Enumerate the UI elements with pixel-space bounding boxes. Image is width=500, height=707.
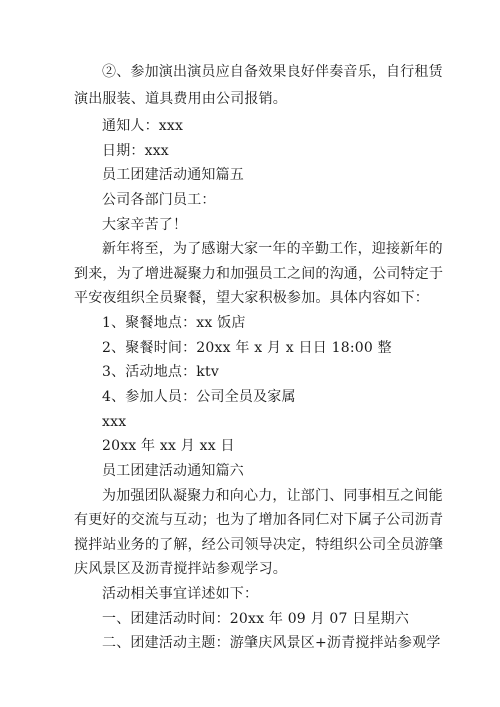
text-line: 公司各部门员工： [102, 192, 216, 208]
text-line: 庆风景区及沥青搅拌站参观学习。 [74, 561, 287, 577]
text-line: 平安夜组织全员聚餐，望大家积极参加。具体内容如下： [74, 290, 429, 306]
section-heading: 员工团建活动通知篇五 [102, 167, 244, 183]
text-line: 新年将至，为了感谢大家一年的辛勤工作，迎接新年的 [102, 241, 443, 257]
text-line: 到来，为了增进凝聚力和加强员工之间的沟通，公司特定于 [74, 266, 444, 282]
list-item: 4、参加人员：公司全员及家属 [102, 389, 296, 405]
text-line: 演出服装、道具费用由公司报销。 [74, 91, 287, 107]
section-heading: 员工团建活动通知篇六 [102, 463, 244, 479]
list-item: 2、聚餐时间：20xx 年 x 月 x 日日 18:00 整 [102, 340, 392, 356]
text-line: 搅拌站业务的了解，经公司领导决定，特组织公司全员游肇 [74, 537, 444, 553]
text-line: ②、参加演出演员应自备效果良好伴奏音乐，自行租赁 [102, 64, 443, 80]
text-line: 大家辛苦了！ [102, 217, 188, 233]
signature-name: xxx [102, 414, 127, 430]
text-line: 活动相关事宜详述如下： [102, 586, 259, 602]
list-item: 1、聚餐地点：xx 饭店 [102, 315, 246, 331]
text-line: 为加强团队凝聚力和向心力，让部门、同事相互之间能 [102, 488, 443, 504]
list-item: 一、团建活动时间：20xx 年 09 月 07 日星期六 [102, 611, 410, 627]
text-line: 日期：xxx [102, 143, 169, 159]
signature-date: 20xx 年 xx 月 xx 日 [102, 438, 235, 454]
text-line: 有更好的交流与互动；也为了增加各同仁对下属子公司沥青 [74, 512, 444, 528]
list-item: 二、团建活动主题：游肇庆风景区+沥青搅拌站参观学 [102, 635, 441, 651]
list-item: 3、活动地点：ktv [102, 364, 219, 380]
text-line: 通知人：xxx [102, 118, 184, 134]
